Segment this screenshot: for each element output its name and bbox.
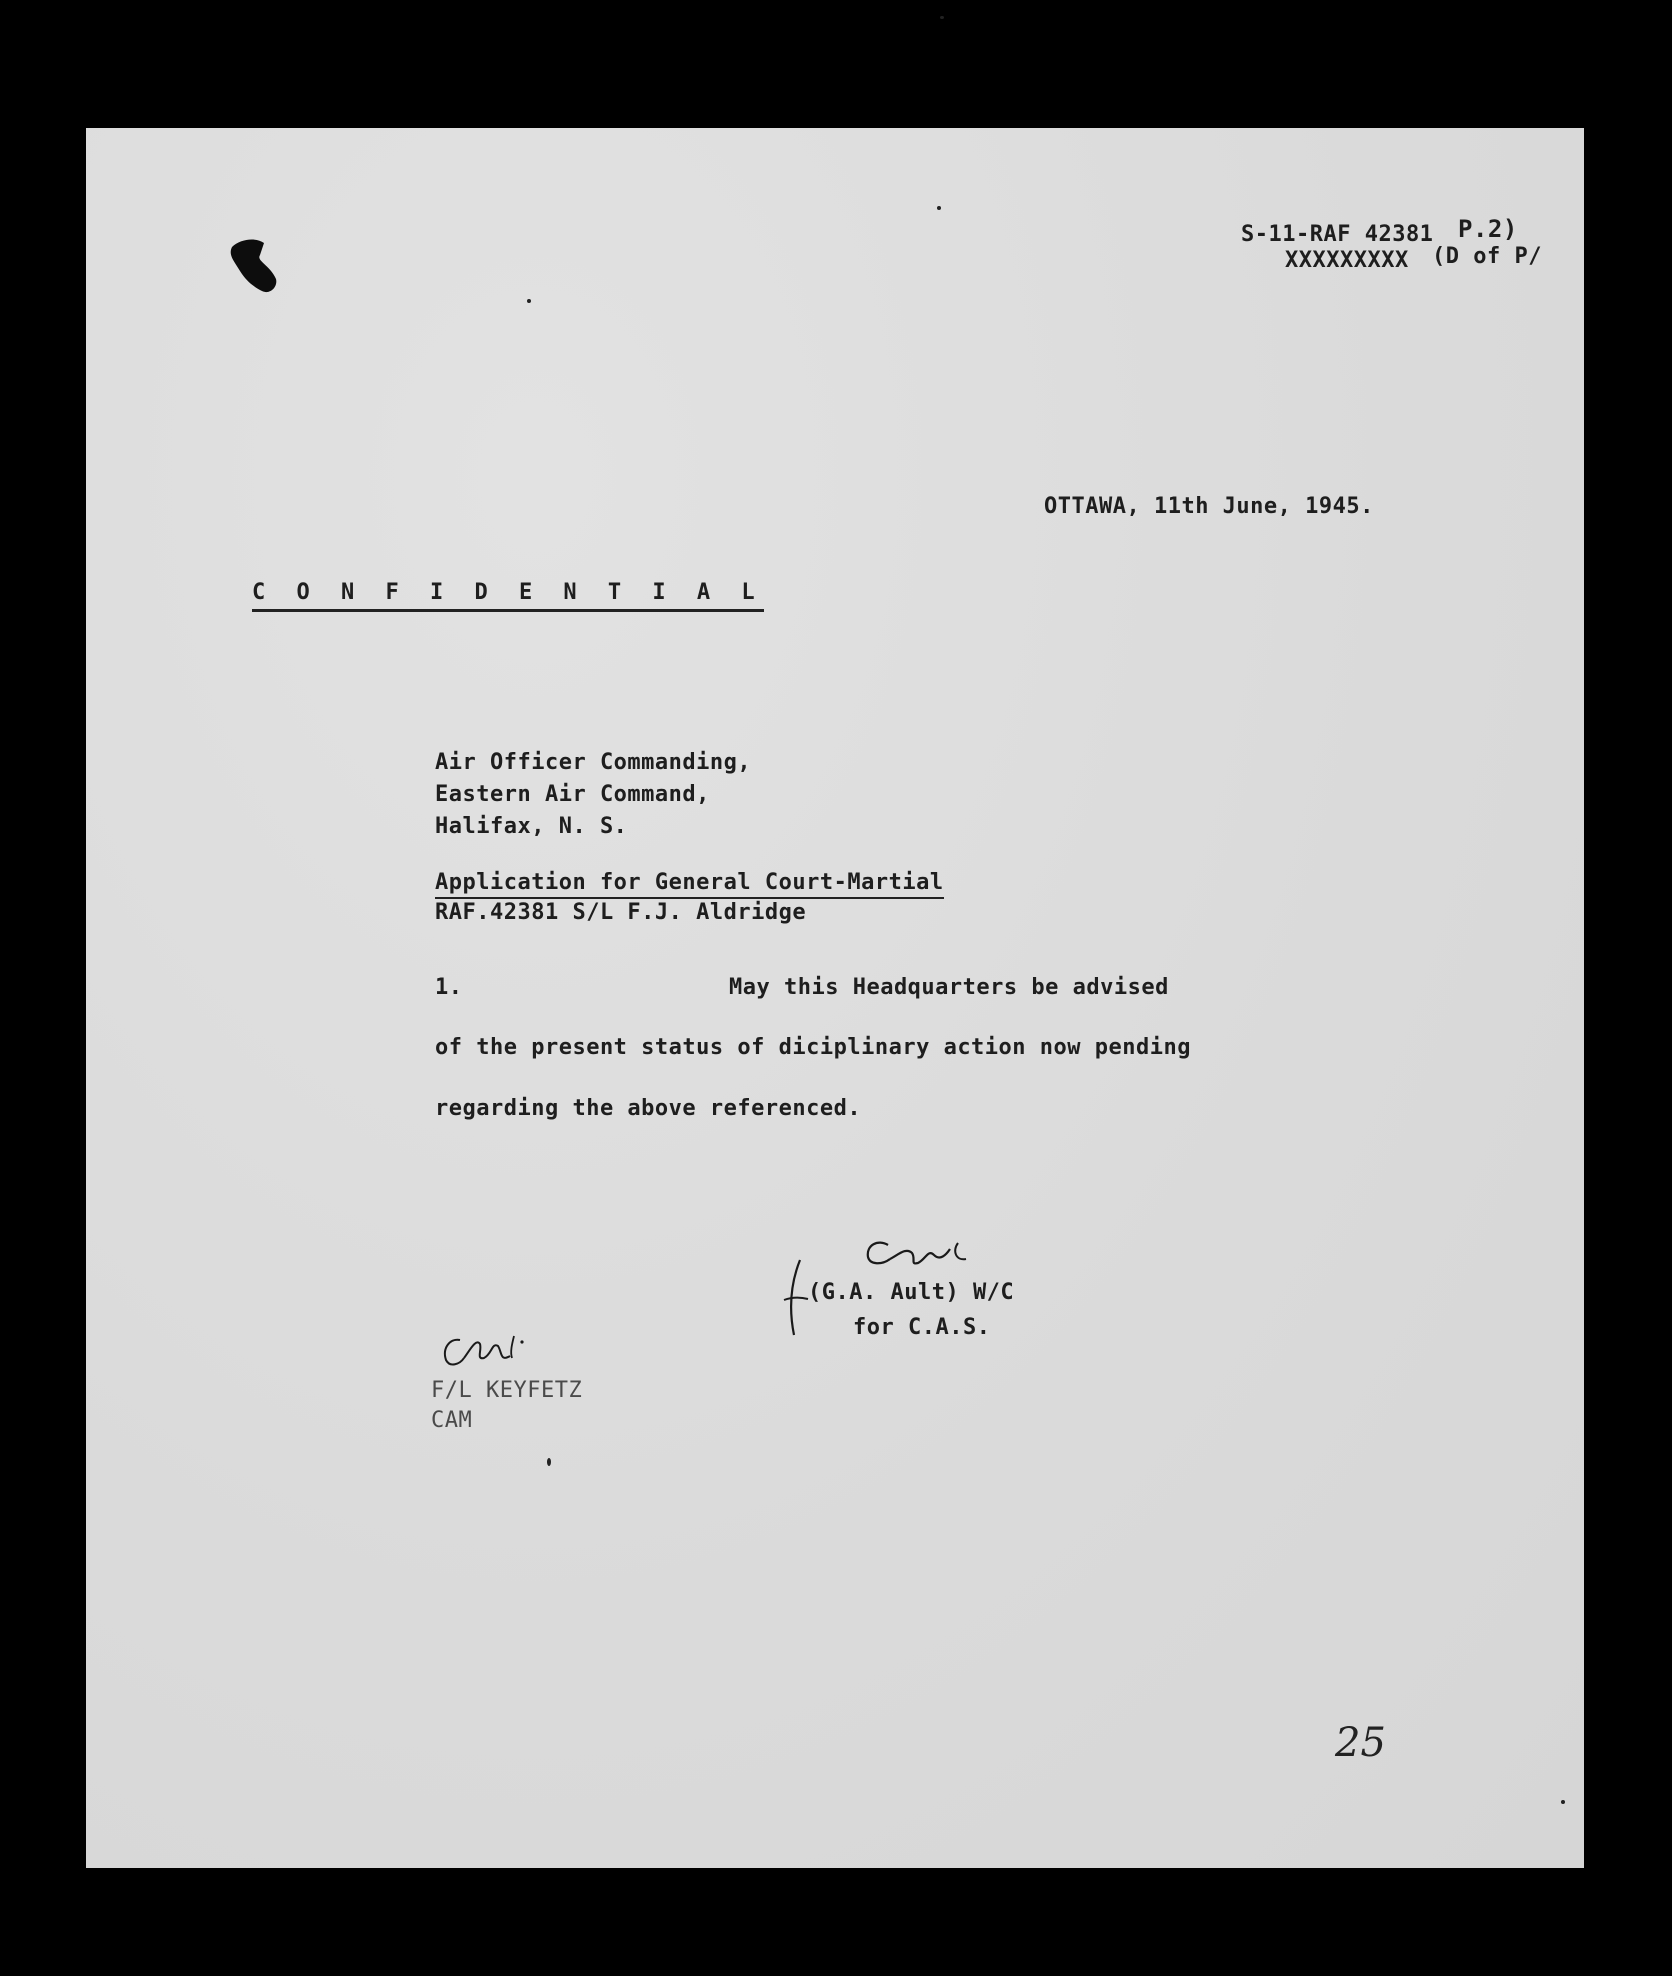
paragraph-line3: regarding the above referenced. [435, 1096, 862, 1121]
scan-speck [527, 299, 531, 303]
subject-line1: Application for General Court-Martial [435, 870, 944, 899]
file-reference-line1: S-11-RAF 42381 [1241, 222, 1434, 247]
subject-line2: RAF.42381 S/L F.J. Aldridge [435, 900, 807, 925]
addressee-line1: Air Officer Commanding, [435, 750, 752, 775]
scan-speck [940, 16, 944, 19]
signatory-name: (G.A. Ault) W/C [808, 1280, 1015, 1305]
addressee-line2: Eastern Air Command, [435, 782, 710, 807]
classification-heading: C O N F I D E N T I A L [252, 580, 764, 612]
paragraph-line1: May this Headquarters be advised [729, 975, 1169, 1000]
handwritten-initials [436, 1330, 546, 1380]
initials-name: F/L KEYFETZ [431, 1378, 583, 1403]
scan-speck [547, 1458, 551, 1466]
addressee-line3: Halifax, N. S. [435, 814, 628, 839]
scan-speck [937, 206, 941, 210]
signatory-for: for C.A.S. [853, 1315, 991, 1340]
scan-speck [1561, 1800, 1565, 1804]
file-reference-suffix: (D of P/ [1432, 244, 1542, 269]
folio-number: 25 [1335, 1720, 1386, 1766]
place-date: OTTAWA, 11th June, 1945. [1044, 494, 1374, 519]
initials-unit: CAM [431, 1408, 473, 1433]
file-reference-page: P.2) [1458, 215, 1518, 243]
paragraph-number: 1. [435, 975, 463, 1000]
file-reference-struck: XXXXXXXXX [1285, 248, 1409, 273]
paragraph-line2: of the present status of diciplinary action now pending [435, 1035, 1191, 1060]
punch-hole-mark [226, 235, 286, 299]
